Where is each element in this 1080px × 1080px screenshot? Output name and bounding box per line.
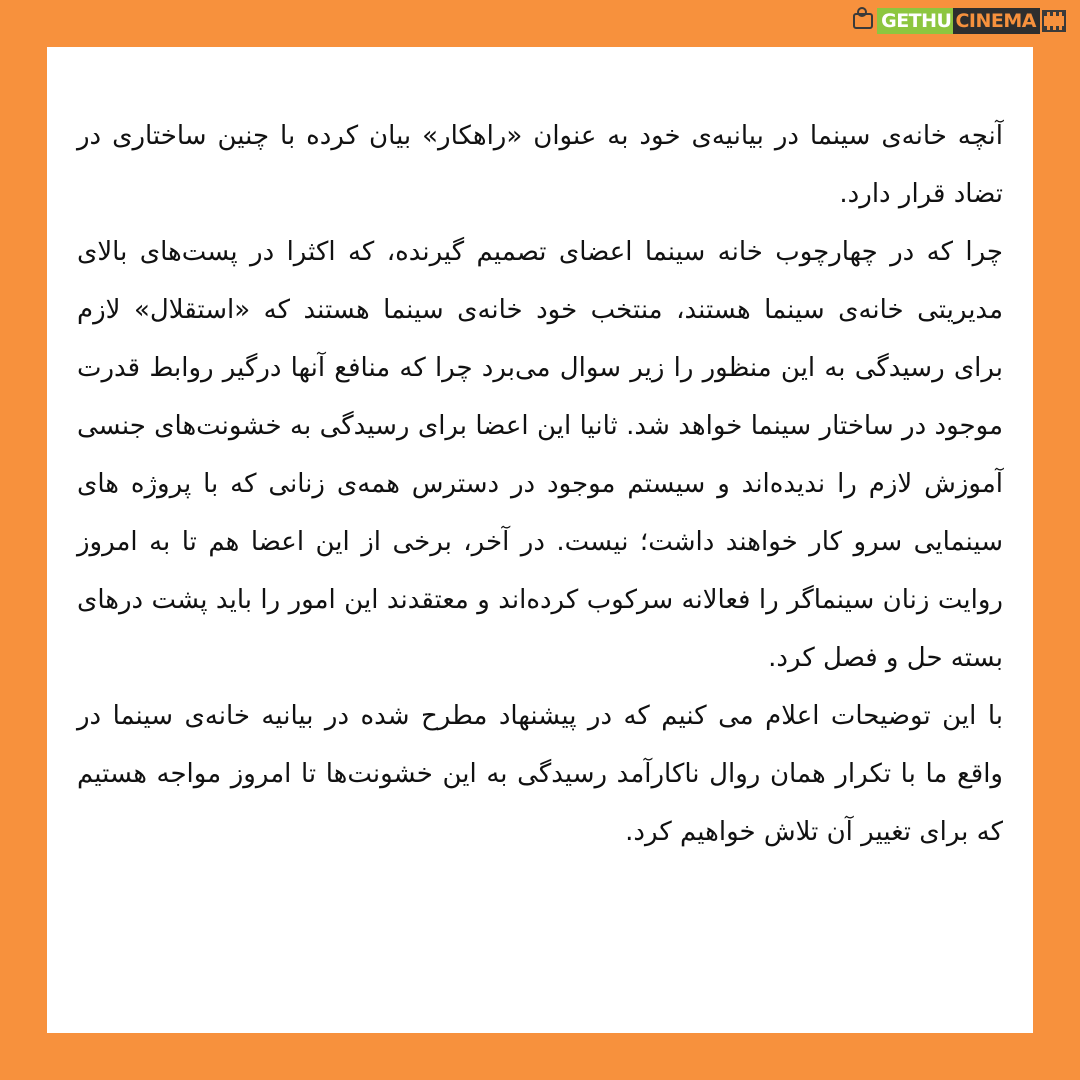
paragraph-2: چرا که در چهارچوب خانه سینما اعضای تصمیم گیرنده، که اکثرا در پست‌های بالای مدیریتی خانه‌ی سینما هستند، منتخب خود خانه‌ی سینما هستند که «استقلال» لازم برای رسیدگی به این منظور را زیر سوال می‌برد چرا که منافع آنها درگیر روابط قدرت موجود در ساختار سینما خواهد شد. ثانیا این اعضا برای رسیدگی به خشونت‌های جنسی آموزش لازم را ندیده‌اند و سیستم موجود در دسترس همه‌ی زنانی که با پروژه های سینمایی سرو کار خواهند داشت؛ نیست. در آخر، برخی از این اعضا هم تا به امروز روایت زنان سینماگر را فعالانه سرکوب کرده‌اند و معتقدند این امور را باید پشت درهای بسته حل و فصل کرد. xyxy=(77,237,1003,673)
statement-card xyxy=(47,47,1033,1033)
film-strip-icon xyxy=(1042,10,1066,32)
watermark-logo xyxy=(877,8,1040,34)
paragraph-3: با این توضیحات اعلام می کنیم که در پیشنهاد مطرح شده در بیانیه خانه‌ی سینما در واقع ما با تکرار همان روال ناکارآمد رسیدگی به این خشونت‌ها تا امروز مواجه هستیم که برای تغییر آن تلاش خواهیم کرد. xyxy=(77,701,1003,847)
paragraph-1: آنچه خانه‌ی سینما در بیانیه‌ی خود به عنوان «راهکار» بیان کرده با چنین ساختاری در تضاد قرار دارد. xyxy=(77,121,1003,209)
watermark-text-part1: GETHU xyxy=(877,8,953,34)
camera-icon xyxy=(853,13,873,29)
statement-text xyxy=(77,107,1003,861)
gethu-cinema-watermark xyxy=(853,6,1066,36)
watermark-text-part2: CINEMA xyxy=(953,8,1040,34)
